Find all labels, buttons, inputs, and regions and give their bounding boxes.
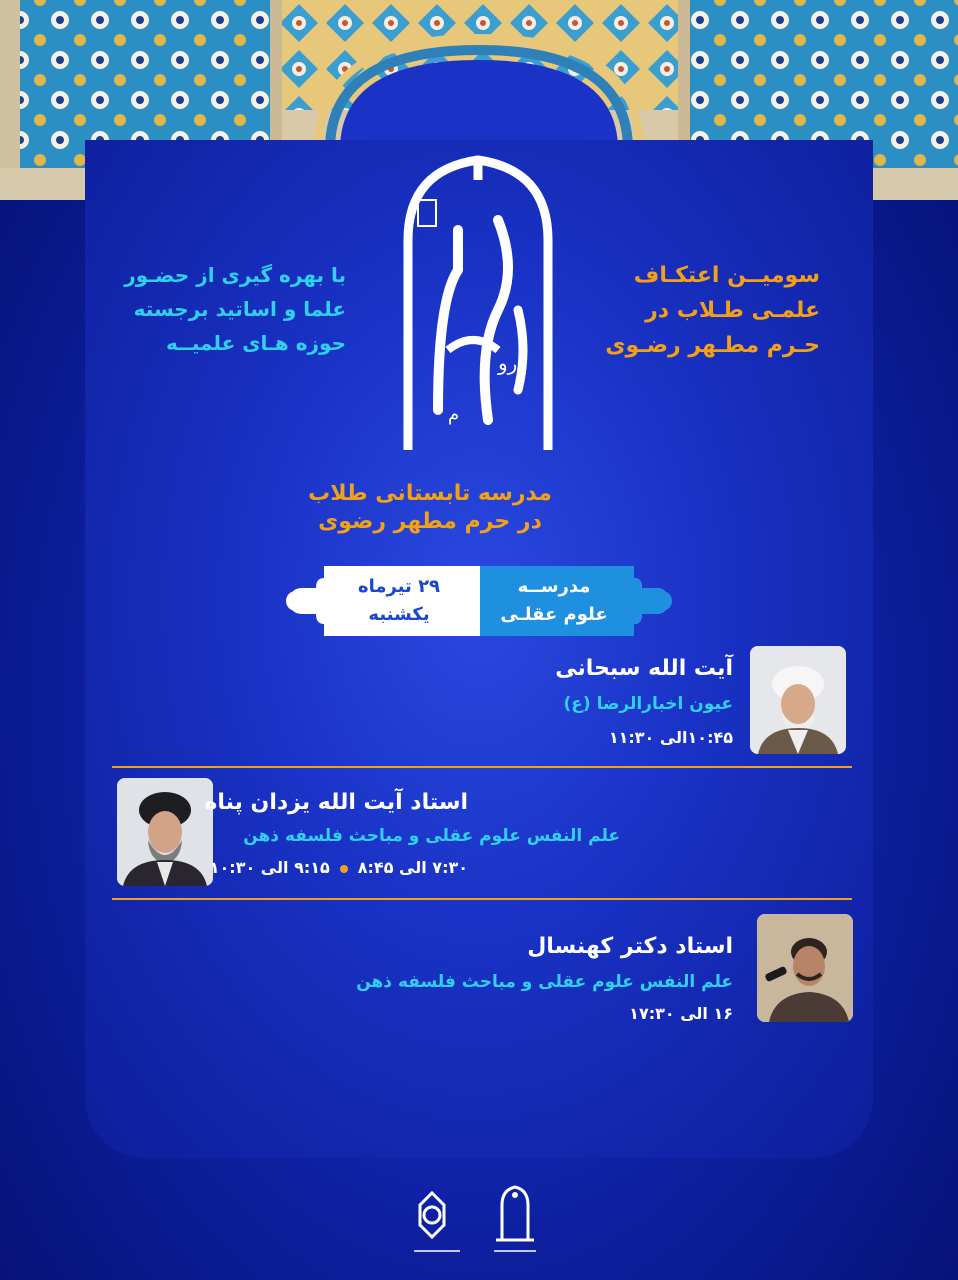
session-3-topic: علم النفس علوم عقلی و مباحث فلسفه ذهن bbox=[356, 972, 733, 992]
intro-subtitle-line-3: حوزه هـای علمیــه bbox=[166, 331, 346, 355]
intro-title-line-3: حـرم مطـهر رضـوی bbox=[605, 333, 820, 358]
school-name-line-2: در حرم مطهر رضوی bbox=[318, 509, 542, 534]
svg-text:م: م bbox=[448, 404, 460, 425]
divider-2 bbox=[112, 898, 852, 900]
session-2-times bbox=[68, 858, 468, 877]
intro-subtitle-line-2: علما و اساتید برجسته bbox=[133, 297, 346, 321]
badge-date-text: ۲۹ تیرماه bbox=[357, 576, 441, 597]
speaker-photo-kohansal bbox=[757, 914, 853, 1022]
badge-day-text: یکشنبه bbox=[368, 604, 430, 625]
session-3-time: ۱۶ الی ۱۷:۳۰ bbox=[629, 1004, 733, 1023]
intro-subtitle bbox=[46, 258, 346, 360]
divider-1 bbox=[112, 766, 852, 768]
session-2-time-1: ۷:۳۰ الی ۸:۴۵ bbox=[357, 858, 468, 877]
session-2-time-2: ۹:۱۵ الی ۱۰:۳۰ bbox=[209, 858, 330, 877]
time-separator-dot bbox=[340, 865, 348, 873]
seminary-logo-icon bbox=[414, 1193, 460, 1251]
intro-subtitle-line-1: با بهره گیری از حضـور bbox=[124, 263, 346, 287]
badge-school-label: مدرســه bbox=[517, 576, 591, 597]
intro-title bbox=[520, 258, 820, 363]
badge-date bbox=[324, 565, 474, 637]
session-2-topic: علم النفس علوم عقلی و مباحث فلسفه ذهن bbox=[243, 826, 620, 846]
school-name-line-1: مدرسه تابستانی طلاب bbox=[308, 481, 552, 506]
session-1-speaker: آیت الله سبحانی bbox=[555, 656, 733, 681]
badge-school-field: علوم عقلـی bbox=[500, 604, 608, 625]
session-2-speaker: استاد آیت الله یزدان پناه bbox=[204, 790, 468, 815]
session-1-time: ۱۰:۴۵الی ۱۱:۳۰ bbox=[608, 728, 733, 747]
session-1-topic: عیون اخبارالرضا (ع) bbox=[563, 694, 733, 714]
footer-logos bbox=[410, 1185, 550, 1260]
svg-text:رو: رو bbox=[498, 351, 518, 375]
intro-title-line-1: سومیــن اعتکـاف bbox=[633, 263, 820, 288]
session-3-speaker: استاد دکتر کهنسال bbox=[527, 934, 733, 959]
speaker-photo-sobhani bbox=[750, 646, 846, 754]
astan-quds-logo-icon bbox=[494, 1187, 536, 1251]
intro-title-line-2: علمـی طـلاب در bbox=[645, 298, 820, 323]
badge-school bbox=[480, 565, 628, 637]
school-name bbox=[280, 480, 580, 536]
